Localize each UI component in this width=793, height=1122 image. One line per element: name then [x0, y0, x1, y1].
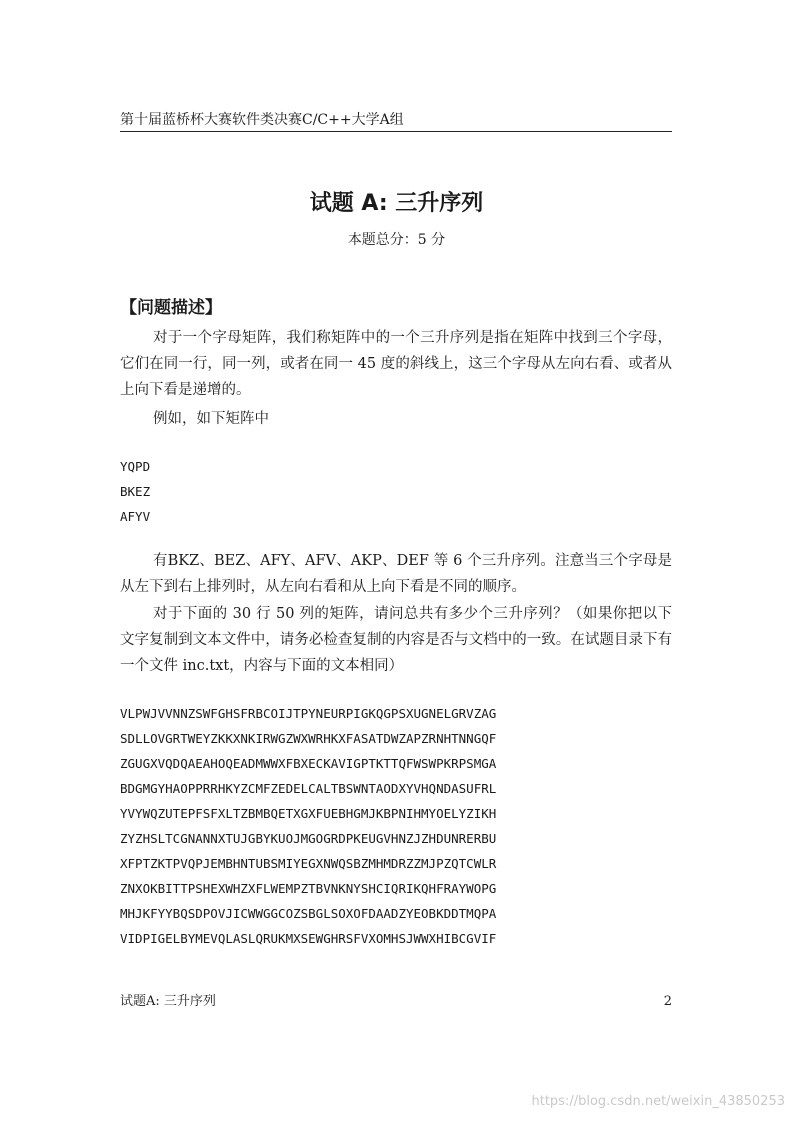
matrix-row: VIDPIGELBYMEVQLASLQRUKMXSEWGHRSFVXOMHSJWWXHIBCGVIF	[120, 931, 497, 946]
example-matrix-row: BKEZ	[120, 484, 151, 499]
matrix-row: BDGMGYHAOPPRRHKYZCMFZEDELCALTBSWNTAODXYVHQNDASUFRL	[120, 781, 497, 796]
matrix-row: VLPWJVVNNZSWFGHSFRBCOIJTPYNEURPIGKQGPSXUGNELGRVZAG	[120, 706, 497, 721]
section-heading-problem-description: 【问题描述】	[120, 298, 222, 318]
matrix-row: ZGUGXVQDQAEAHOQEADMWWXFBXECKAVIGPTKTTQFWSWPKRPSMGA	[120, 756, 497, 771]
matrix-row: MHJKFYYBQSDPOVJICWWGGCOZSBGLSOXOFDAADZYEOBKDDTMQPA	[120, 906, 497, 921]
paragraph-example-intro: 例如，如下矩阵中	[153, 411, 269, 427]
problem-score: 本题总分：5 分	[347, 232, 446, 248]
header-rule	[120, 131, 672, 132]
watermark-url: https://blog.csdn.net/weixin_43850253	[531, 1094, 785, 1109]
matrix-row: ZYZHSLTCGNANNXTUJGBYKUOJMGOGRDPKEUGVHNZJZHDUNRERBU	[120, 831, 497, 846]
problem-title: 试题 A: 三升序列	[309, 191, 484, 216]
footer-title: 试题A: 三升序列	[120, 994, 216, 1009]
paragraph-definition: 对于一个字母矩阵，我们称矩阵中的一个三升序列是指在矩阵中找到三个字母，它们在同一行，同一列，或者在同一 45 度的斜线上，这三个字母从左向右看、或者从上向下看是递增的。	[120, 330, 672, 398]
example-matrix-row: YQPD	[120, 459, 151, 474]
matrix-row: XFPTZKTPVQPJEMBHNTUBSMIYEGXNWQSBZMHMDRZZMJPZQTCWLR	[120, 856, 497, 871]
paragraph-example-result: 有BKZ、BEZ、AFY、AFV、AKP、DEF 等 6 个三升序列。注意当三个字母是从左下到右上排列时，从左向右看和从上向下看是不同的顺序。	[120, 553, 672, 595]
example-matrix-row: AFYV	[120, 509, 151, 524]
matrix-row: YVYWQZUTEPFSFXLTZBMBQETXGXFUEBHGMJKBPNIHMYOELYZIKH	[120, 806, 497, 821]
matrix-row: ZNXOKBITTPSHEXWHZXFLWEMPZTBVNKNYSHCIQRIKQHFRAYWOPG	[120, 881, 497, 896]
page-number: 2	[663, 994, 672, 1009]
paragraph-question: 对于下面的 30 行 50 列的矩阵，请问总共有多少个三升序列？（如果你把以下文字复制到文本文件中，请务必检查复制的内容是否与文档中的一致。在试题目录下有一个文件 inc.txt，内容与下面的文本相同）	[120, 606, 672, 674]
page-header: 第十届蓝桥杯大赛软件类决赛C/C++大学A组	[120, 112, 404, 128]
matrix-row: SDLLOVGRTWEYZKKXNKIRWGZWXWRHKXFASATDWZAPZRNHTNNGQF	[120, 731, 497, 746]
